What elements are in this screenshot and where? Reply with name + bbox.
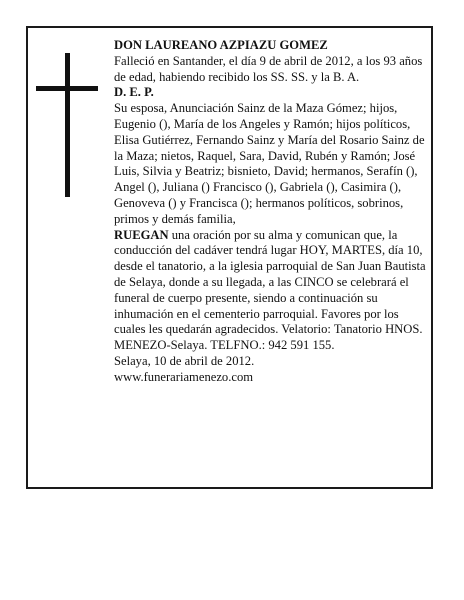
obituary-text [114,38,426,386]
cross-icon [36,53,98,197]
ruegan-label: RUEGAN [114,227,169,242]
cross-vertical-bar [65,53,70,197]
ruegan-text: una oración por su alma y comunican que, la conducción del cadáver tendrá lugar HOY, MARTES, día 10, desde el tanatorio, a la iglesia parroquial de San Juan Bautista de Selaya, donde a su llegada, a las CINCO se celebrará el funeral de cuerpo presente, siendo a continuación su inhumación en el cementerio parroquial. Favores por los cuales les quedarán agradecidos. Velatorio: Tanatorio HNOS. MENEZO-Selaya. TELFNO.: 942 591 155. [114,227,426,353]
website: www.funerariamenezo.com [114,369,254,384]
rest-in-peace: D. E. P. [114,85,154,100]
family-list: Su esposa, Anunciación Sainz de la Maza Gómez; hijos, Eugenio (), María de los Angeles y Ramón; hijos políticos, Elisa Gutiérrez, Fernando Sainz y María del Rosario Sainz de la Maza; nietos, Raquel, Sara, David, Rubén y Ramón; José Luis, Silvia y Beatriz; bisnieto, David; hermanos, Serafín (), Angel (), Juliana () Francisco (), Gabriela (), Casimira (), Genoveva () y Francisca (); hermanos políticos, sobrinos, primos y demás familia, [114,101,425,226]
deceased-name: DON LAUREANO AZPIAZU GOMEZ [114,38,328,52]
death-info: Falleció en Santander, el día 9 de abril de 2012, a los 93 años de edad, habiendo recibido los SS. SS. y la B. A. [114,53,423,84]
ruegan-paragraph [114,228,426,354]
place-date: Selaya, 10 de abril de 2012. [114,353,255,368]
cross-horizontal-bar [36,86,98,91]
